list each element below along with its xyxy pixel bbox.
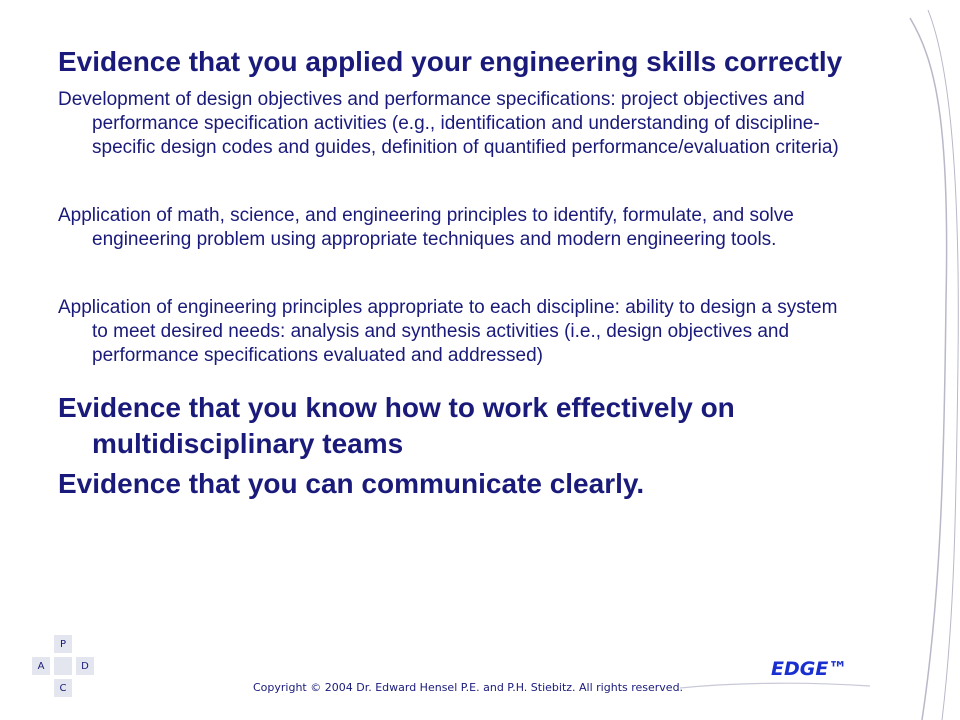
copyright-text: Copyright © 2004 Dr. Edward Hensel P.E. and P.H. Stiebitz. All rights reserved. [253,681,684,694]
slide-content [58,44,858,506]
logo-cell-d: D [76,657,94,675]
decorative-curve [880,0,960,720]
logo-cell-c: C [54,679,72,697]
edge-swoosh [680,680,870,692]
paragraph-engineering-principles: Application of engineering principles appropriate to each discipline: ability to design a system to meet desired needs: analysis and synthesis activities (i.e., design objectives and performance specifications evaluated and addressed) [58,297,838,366]
paragraph-math-science: Application of math, science, and engineering principles to identify, formulate, and solve engineering problem using appropriate techniques and modern engineering tools. [58,205,794,250]
paragraph-design-objectives: Development of design objectives and performance specifications: project objectives and performance specification activities (e.g., identification and understanding of discipline-specific design codes and guides, definition of quantified performance/evaluation criteria) [58,89,839,158]
logo-cell-center [54,657,72,675]
logo-cell-a: A [32,657,50,675]
logo-cell-p: P [54,635,72,653]
edge-brand: EDGE™ [771,658,848,680]
heading-teams: Evidence that you know how to work effectively on multidisciplinary teams [58,392,735,459]
padc-logo [28,635,98,715]
heading-communicate: Evidence that you can communicate clearly. [58,468,645,499]
heading-engineering-skills: Evidence that you applied your engineering skills correctly [58,46,843,77]
